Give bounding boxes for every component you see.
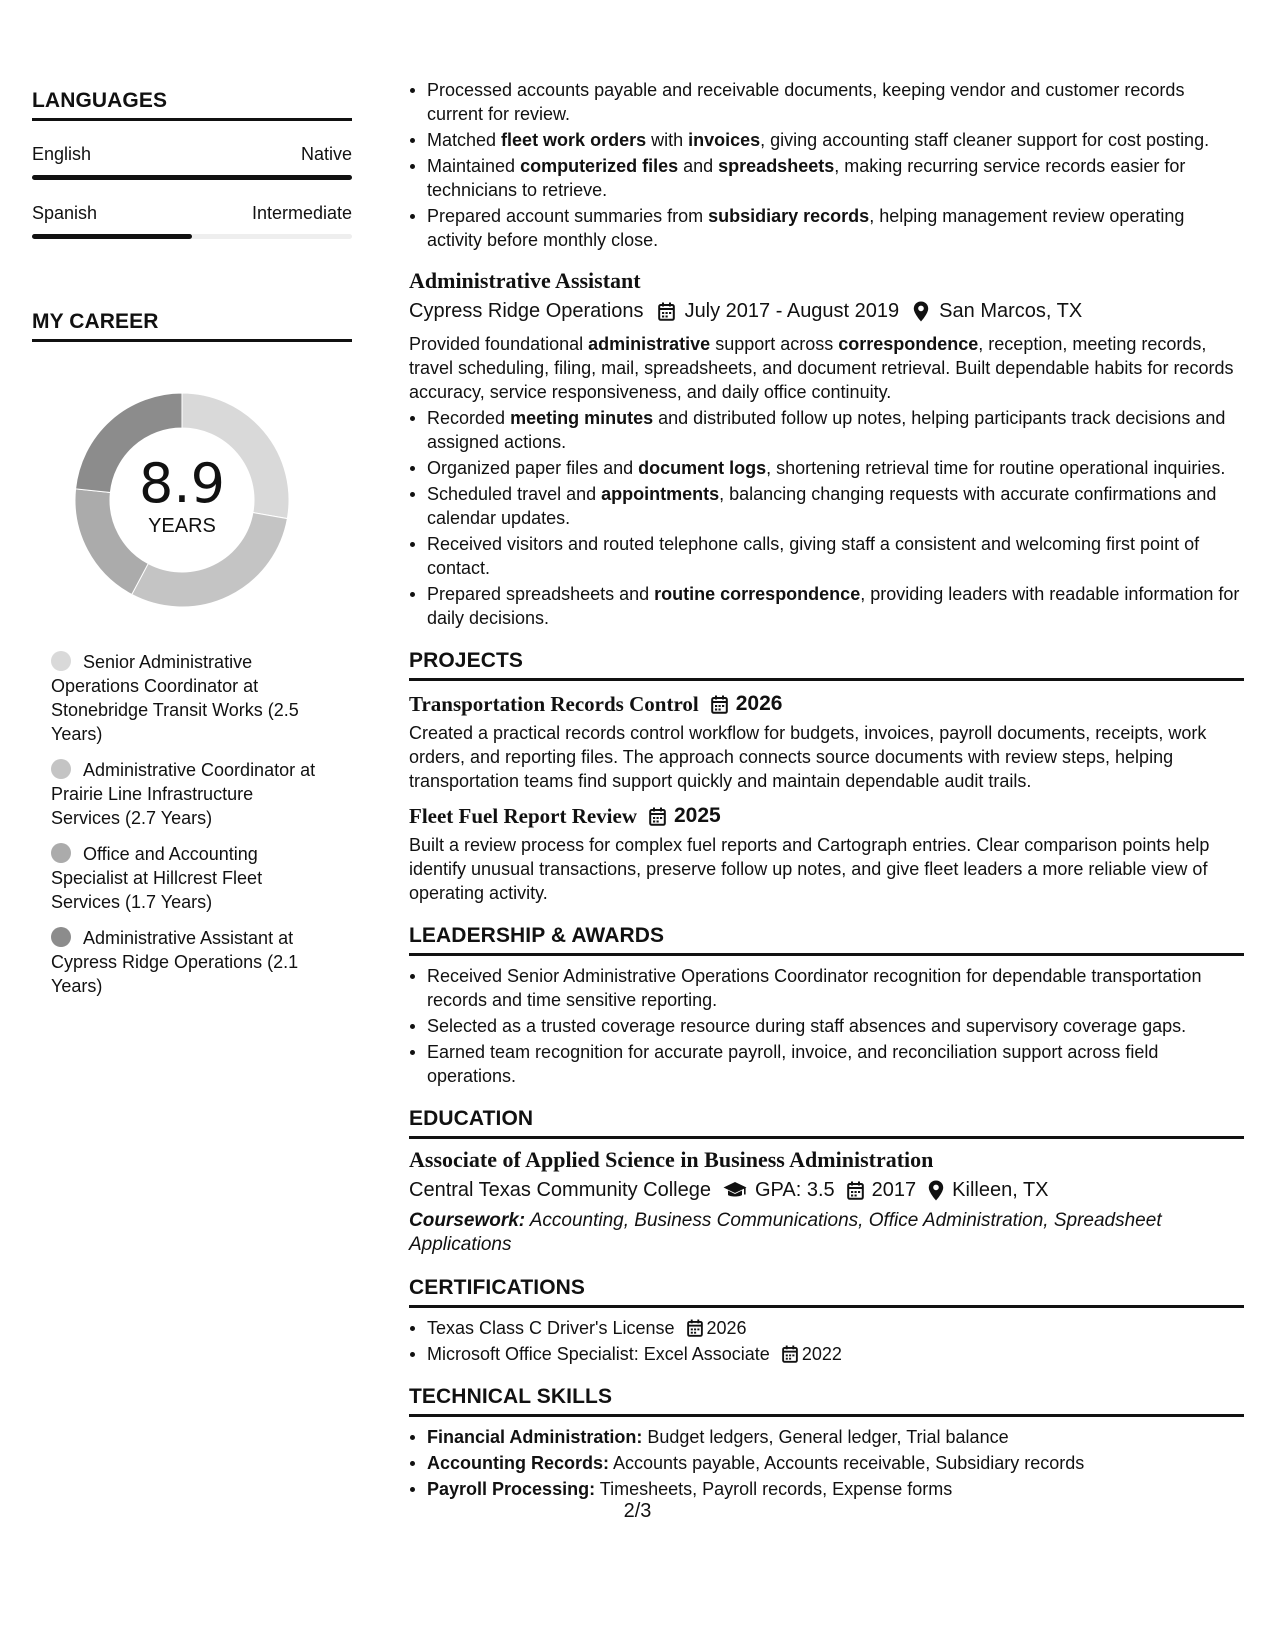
bullet-item: Prepared account summaries from subsidiary records, helping management review operating activity before monthly close. (427, 204, 1244, 252)
career-donut-chart (62, 380, 302, 620)
education-year: 2017 (871, 1179, 917, 1201)
career-legend (51, 650, 321, 998)
page-number: 2/3 (623, 1500, 652, 1522)
coursework-label: Coursework: (409, 1210, 526, 1231)
language-proficiency-bar (32, 234, 352, 239)
skill-category: Payroll Processing: (427, 1479, 596, 1499)
legend-dot (51, 651, 71, 671)
job-location: San Marcos, TX (939, 300, 1083, 322)
career-legend-label: Senior Administrative Operations Coordinator at Stonebridge Transit Works (2.5 Years) (51, 652, 299, 744)
career-total-unit: YEARS (148, 515, 216, 537)
language-item (32, 202, 352, 239)
career-legend-item (51, 926, 321, 998)
education-meta (409, 1177, 1244, 1203)
bullet-item: Received visitors and routed telephone calls, giving staff a consistent and welcoming first point of contact. (427, 532, 1244, 580)
certification-year: 2026 (706, 1318, 747, 1338)
graduation-cap-icon (723, 1181, 747, 1199)
skill-item (427, 1477, 1244, 1501)
language-item (32, 143, 352, 180)
coursework-list: Accounting, Business Communications, Office Administration, Spreadsheet Applications (409, 1210, 1162, 1255)
certification-item (427, 1316, 1244, 1340)
project-item (409, 691, 1244, 793)
skill-item (427, 1425, 1244, 1449)
languages-heading: LANGUAGES (32, 88, 352, 121)
career-legend-item (51, 650, 321, 746)
bullet-item: Matched fleet work orders with invoices, giving accounting staff cleaner support for cost posting. (427, 128, 1244, 152)
calendar-icon (847, 1181, 864, 1200)
bullet-item: Recorded meeting minutes and distributed follow up notes, helping participants track decisions and assigned actions. (427, 406, 1244, 454)
skill-category: Financial Administration: (427, 1427, 643, 1447)
education-school: Central Texas Community College (409, 1179, 711, 1201)
legend-dot (51, 759, 71, 779)
skill-category: Accounting Records: (427, 1453, 610, 1473)
bullet-item: Earned team recognition for accurate payroll, invoice, and reconciliation support across field operations. (427, 1040, 1244, 1088)
job-meta (409, 298, 1244, 324)
career-legend-label: Office and Accounting Specialist at Hillcrest Fleet Services (1.7 Years) (51, 844, 263, 912)
education-coursework (409, 1209, 1244, 1257)
bullet-item: Processed accounts payable and receivable documents, keeping vendor and customer records current for review. (427, 78, 1244, 126)
project-description: Created a practical records control workflow for budgets, invoices, payroll documents, receipts, work orders, and reporting files. The approach connects source documents with review steps, helping transportation teams find support quickly and maintain dependable audit trails. (409, 723, 1207, 791)
career-legend-label: Administrative Coordinator at Prairie Line Infrastructure Services (2.7 Years) (51, 760, 316, 828)
language-name: English (32, 144, 92, 164)
project-year: 2025 (674, 804, 721, 827)
location-pin-icon (928, 1180, 944, 1201)
skills-heading: TECHNICAL SKILLS (409, 1384, 1244, 1417)
job-company: Cypress Ridge Operations (409, 300, 644, 322)
project-year: 2026 (735, 692, 783, 715)
language-level: Intermediate (251, 203, 352, 223)
project-item (409, 803, 1244, 905)
education-heading: EDUCATION (409, 1106, 1244, 1139)
skills-list (409, 1425, 1244, 1501)
certification-name: Texas Class C Driver's License (427, 1318, 675, 1338)
certifications-list (409, 1316, 1244, 1366)
career-total-years: 8.9 (139, 452, 225, 515)
certification-name: Microsoft Office Specialist: Excel Associate (427, 1344, 770, 1364)
education-degree: Associate of Applied Science in Business Administration (409, 1147, 934, 1172)
sidebar (32, 88, 352, 1010)
calendar-icon (649, 807, 666, 826)
bullet-item: Scheduled travel and appointments, balancing changing requests with accurate confirmations and calendar updates. (427, 482, 1244, 530)
project-title: Transportation Records Control (409, 692, 699, 716)
projects-heading: PROJECTS (409, 648, 1244, 681)
location-pin-icon (913, 301, 929, 322)
calendar-icon (782, 1345, 798, 1363)
career-legend-item (51, 842, 321, 914)
job-title: Administrative Assistant (409, 268, 641, 293)
leadership-heading: LEADERSHIP & AWARDS (409, 923, 1244, 956)
main-content (409, 78, 1244, 1503)
education-gpa: GPA: 3.5 (754, 1179, 835, 1201)
bullet-item: Received Senior Administrative Operations Coordinator recognition for dependable transportation records and time sensitive reporting. (427, 964, 1244, 1012)
legend-dot (51, 927, 71, 947)
calendar-icon (711, 695, 728, 714)
previous-job-bullets (409, 78, 1244, 252)
career-legend-label: Administrative Assistant at Cypress Ridge Operations (2.1 Years) (51, 928, 299, 996)
education-location: Killeen, TX (952, 1179, 1049, 1201)
certification-item (427, 1342, 1244, 1366)
calendar-icon (687, 1319, 703, 1337)
language-level: Native (300, 144, 352, 164)
certifications-heading: CERTIFICATIONS (409, 1275, 1244, 1308)
bullet-item: Prepared spreadsheets and routine correspondence, providing leaders with readable information for daily decisions. (427, 582, 1244, 630)
career-legend-item (51, 758, 321, 830)
project-title: Fleet Fuel Report Review (409, 804, 637, 828)
certification-year: 2022 (801, 1344, 842, 1364)
legend-dot (51, 843, 71, 863)
job-dates: July 2017 - August 2019 (684, 300, 900, 322)
language-proficiency-bar (32, 175, 352, 180)
leadership-list (409, 964, 1244, 1088)
bullet-item: Maintained computerized files and spreadsheets, making recurring service records easier for technicians to retrieve. (427, 154, 1244, 202)
skill-values: Budget ledgers, General ledger, Trial balance (642, 1427, 1009, 1447)
job-bullets (409, 406, 1244, 630)
project-description: Built a review process for complex fuel reports and Cartograph entries. Clear comparison points help identify unusual transactions, preserve follow up notes, and give fleet leaders a more reliable view of operating activity. (409, 835, 1210, 903)
language-name: Spanish (32, 203, 98, 223)
job-summary: Provided foundational administrative support across correspondence, reception, meeting records, travel scheduling, filing, mail, spreadsheets, and document retrieval. Built dependable habits for records accuracy, service responsiveness, and daily office continuity. (409, 334, 1234, 402)
bullet-item: Organized paper files and document logs, shortening retrieval time for routine operational inquiries. (427, 456, 1244, 480)
career-heading: MY CAREER (32, 309, 352, 342)
language-proficiency-fill (32, 234, 192, 239)
calendar-icon (658, 302, 675, 321)
skill-values: Timesheets, Payroll records, Expense forms (595, 1479, 953, 1499)
language-proficiency-fill (32, 175, 352, 180)
bullet-item: Selected as a trusted coverage resource during staff absences and supervisory coverage gaps. (427, 1014, 1244, 1038)
skill-values: Accounts payable, Accounts receivable, Subsidiary records (609, 1453, 1085, 1473)
skill-item (427, 1451, 1244, 1475)
